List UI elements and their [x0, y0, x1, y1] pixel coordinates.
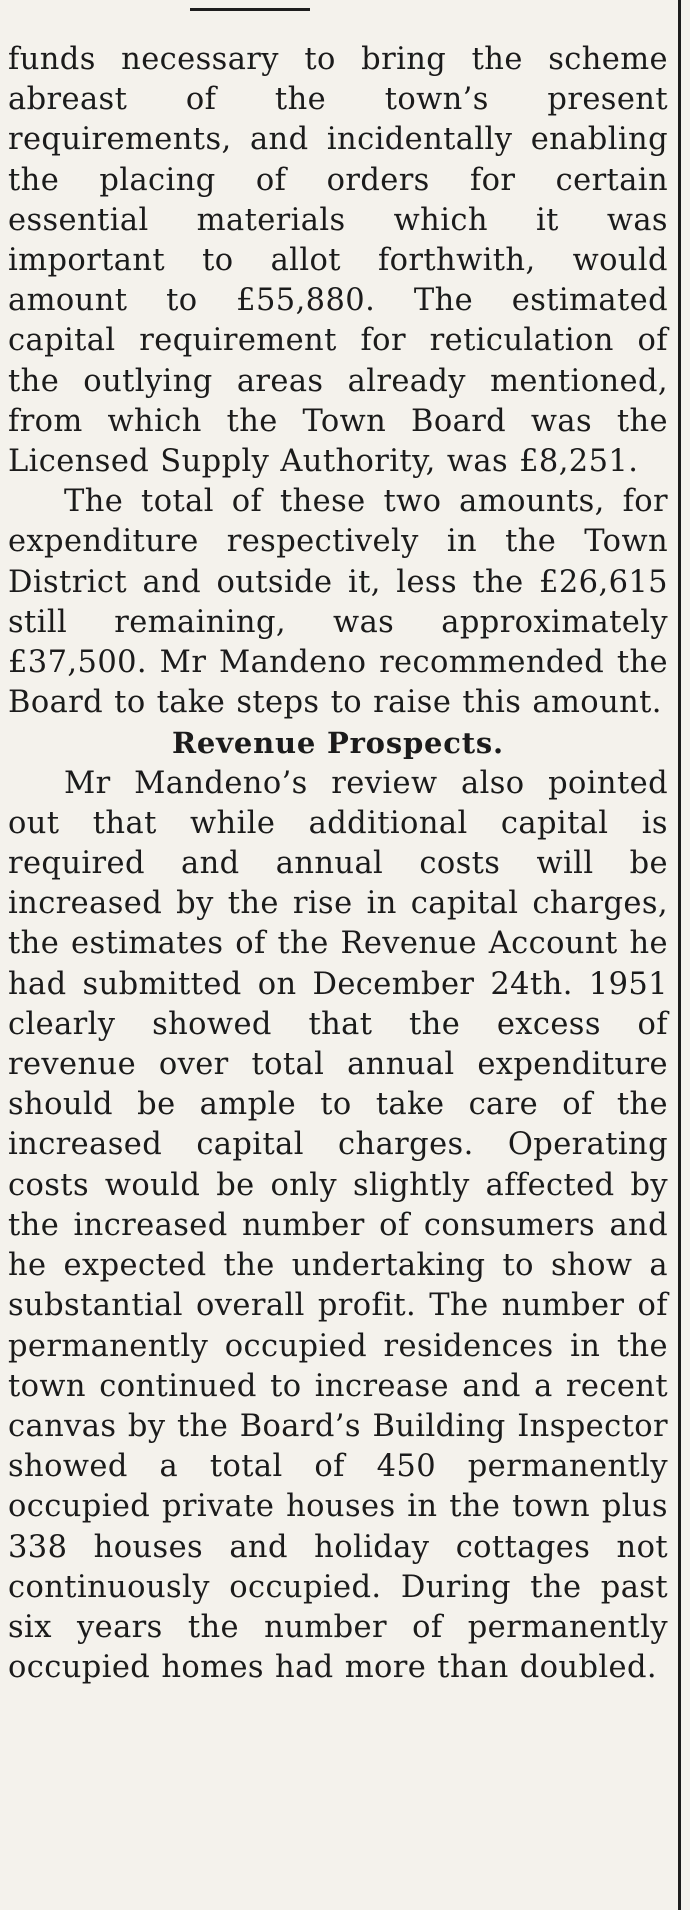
paragraph-revenue: Mr Mandeno’s review also pointed out that while additional capital is required and annual costs will be increased by the rise in capital charges, the estimates of the Revenue Account he had submitted on December 24th. 1951 clearly showed that the excess of revenue over total annual expenditure should be ample to take care of the increased capital charges. Operating costs would be only slightly affected by the increased number of consumers and he expected the undertaking to show a substantial overall profit. The number of permanently occupied residences in the town continued to increase and a recent canvas by the Board’s Building Inspector showed a total of 450 permanently occupied private houses in the town plus 338 houses and holiday cottages not continuously occupied. During the past six years the number of permanently occupied homes had more than doubled.: [8, 765, 668, 1686]
section-heading: Revenue Prospects.: [172, 726, 504, 761]
paragraph-total: The total of these two amounts, for expenditure respectively in the Town District and outside it, less the £26,615 still remaining, was approximately £37,500. Mr Mandeno recommended the Board to take steps to raise this amount.: [8, 484, 668, 721]
paragraph-funds: funds necessary to bring the scheme abreast of the town’s present requirements, and incidentally enabling the placing of orders for certain essential materials which it was important to allot forthwith, would amount to £55,880. The estimated capital requirement for reticulation of the outlying areas already mentioned, from which the Town Board was the Licensed Supply Authority, was £8,251.: [8, 42, 668, 480]
column-rule: [678, 0, 681, 1910]
article-column: [8, 40, 668, 1688]
top-rule: [190, 8, 310, 11]
